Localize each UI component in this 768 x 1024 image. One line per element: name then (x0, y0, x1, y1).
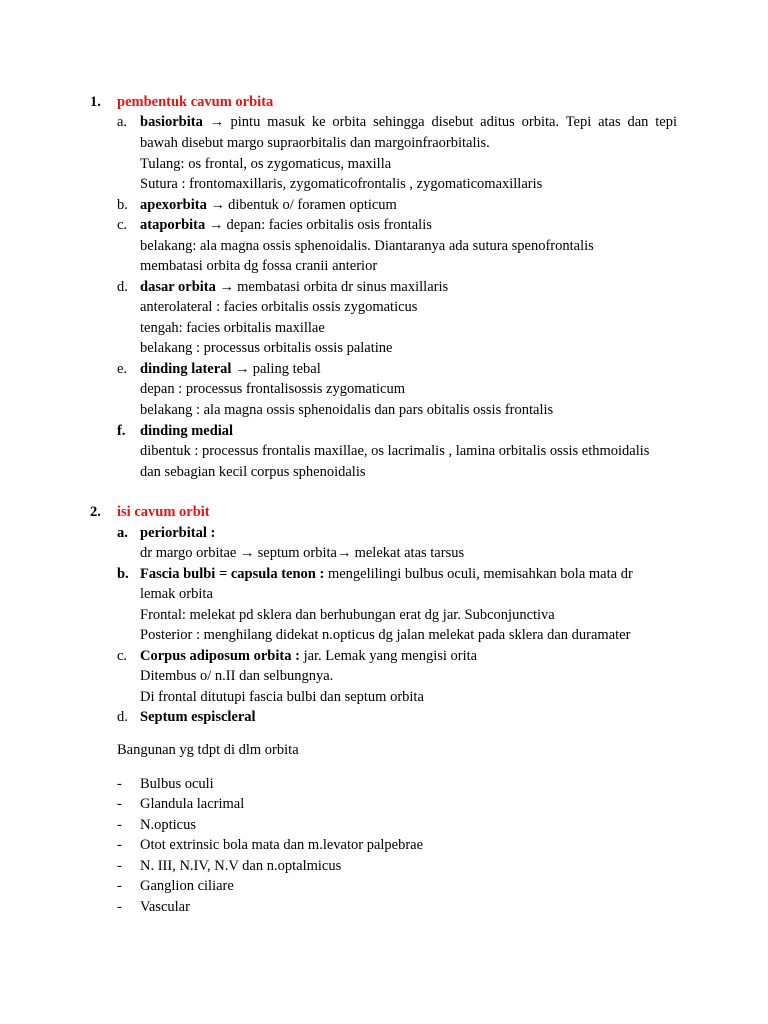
section-2-number: 2. (90, 504, 101, 520)
item-1c-desc: depan: facies orbitalis osis frontalis (226, 217, 432, 233)
item-2c-term: Corpus adiposum orbita : (140, 648, 300, 664)
item-2a-text (140, 543, 677, 564)
list-item-dash: - (117, 776, 122, 792)
list-item: Glandula lacrimal (140, 796, 245, 812)
item-2b-text: Posterior : menghilang didekat n.opticus dg jalan melekat pada sklera dan duramater (140, 627, 631, 643)
section-1-number: 1. (90, 94, 101, 110)
item-1a-text: Tulang: os frontal, os zygomaticus, maxilla (140, 156, 392, 172)
item-1f-text: dan sebagian kecil corpus sphenoidalis (140, 464, 366, 480)
item-2c-text: Di frontal ditutupi fascia bulbi dan septum orbita (140, 689, 424, 705)
item-2d-line (140, 707, 677, 728)
item-1d-desc: membatasi orbita dr sinus maxillaris (237, 279, 449, 295)
item-2a-term: periorbital : (140, 525, 216, 541)
arrow-icon: → (219, 279, 234, 295)
list-item: Otot extrinsic bola mata dan m.levator palpebrae (140, 837, 424, 853)
list-item: N.opticus (140, 817, 196, 833)
item-1a-line (140, 112, 677, 133)
list-item: Vascular (140, 899, 190, 915)
item-2b-marker: b. (117, 566, 129, 582)
arrow-icon: → (240, 545, 255, 561)
item-2a-part1: dr margo orbitae (140, 545, 237, 561)
item-2d-term: Septum espiscleral (140, 709, 256, 725)
item-1b-desc: dibentuk o/ foramen opticum (228, 197, 397, 213)
item-1b-line (140, 195, 677, 216)
item-1a-text: Sutura : frontomaxillaris, zygomaticofrontalis , zygomaticomaxillaris (140, 176, 543, 192)
item-1c-text: belakang: ala magna ossis sphenoidalis. Diantaranya ada sutura spenofrontalis (140, 238, 594, 254)
item-1f-line (140, 421, 677, 442)
item-1b-term: apexorbita (140, 197, 207, 213)
item-2b-term: Fascia bulbi = capsula tenon : (140, 566, 325, 582)
item-1a-marker: a. (117, 114, 128, 130)
list-item: N. III, N.IV, N.V dan n.optalmicus (140, 858, 342, 874)
item-1b-marker: b. (117, 197, 128, 213)
item-1f-marker: f. (117, 423, 126, 439)
item-1d-term: dasar orbita (140, 279, 216, 295)
item-1a-text: bawah disebut margo supraorbitalis dan margoinfraorbitalis. (140, 135, 490, 151)
item-1e-line (140, 359, 677, 380)
section-1-title: pembentuk cavum orbita (117, 94, 274, 110)
arrow-icon: → (336, 545, 352, 561)
item-1d-text: belakang : processus orbitalis ossis palatine (140, 340, 393, 356)
section-2-title: isi cavum orbit (117, 504, 210, 520)
item-1e-desc: paling tebal (252, 361, 321, 377)
item-1c-term: ataporbita (140, 217, 206, 233)
item-1f-term: dinding medial (140, 423, 234, 439)
item-1c-line (140, 215, 677, 236)
item-1d-line (140, 277, 677, 298)
item-1d-marker: d. (117, 279, 128, 295)
list-item-dash: - (117, 858, 122, 874)
item-2c-desc: jar. Lemak yang mengisi orita (303, 648, 478, 664)
list-item-dash: - (117, 837, 122, 853)
list-item-dash: - (117, 796, 122, 812)
arrow-icon: → (210, 197, 225, 213)
arrow-icon: → (208, 217, 224, 233)
item-1d-text: tengah: facies orbitalis maxillae (140, 320, 325, 336)
item-1c-marker: c. (117, 217, 128, 233)
item-1e-text: depan : processus frontalisossis zygomaticum (140, 381, 405, 397)
item-1d-text: anterolateral : facies orbitalis ossis zygomaticus (140, 299, 418, 315)
list-item-dash: - (117, 878, 122, 894)
list-item-dash: - (117, 899, 122, 915)
list-item: Ganglion ciliare (140, 878, 234, 894)
item-2c-marker: c. (117, 648, 128, 664)
item-1e-text: belakang : ala magna ossis sphenoidalis dan pars obitalis ossis frontalis (140, 402, 554, 418)
item-2d-marker: d. (117, 709, 128, 725)
item-1e-marker: e. (117, 361, 128, 377)
arrow-icon: → (235, 361, 250, 377)
item-2b-text: Frontal: melekat pd sklera dan berhubungan erat dg jar. Subconjunctiva (140, 607, 555, 623)
item-2c-line (140, 646, 677, 667)
item-2a-marker: a. (117, 525, 128, 541)
item-2b-desc: mengelilingi bulbus oculi, memisahkan bola mata dr (327, 566, 633, 582)
item-1a-term: basiorbita (140, 114, 203, 130)
item-2a-part2: septum orbita (257, 545, 337, 561)
item-2b-line (140, 564, 677, 585)
arrow-icon: → (209, 114, 225, 130)
structures-heading: Bangunan yg tdpt di dlm orbita (117, 742, 299, 758)
item-2a-line (140, 523, 677, 544)
item-1c-text: membatasi orbita dg fossa cranii anterior (140, 258, 378, 274)
item-1a-desc: pintu masuk ke orbita sehingga disebut aditus orbita. Tepi atas dan tepi (230, 114, 678, 130)
item-1f-text: dibentuk : processus frontalis maxillae, os lacrimalis , lamina orbitalis ossis ethmoidalis (140, 443, 650, 459)
list-item: Bulbus oculi (140, 776, 214, 792)
item-2b-text: lemak orbita (140, 586, 213, 602)
list-item-dash: - (117, 817, 122, 833)
item-2c-text: Ditembus o/ n.II dan selbungnya. (140, 668, 334, 684)
item-1e-term: dinding lateral (140, 361, 232, 377)
item-2a-part3: melekat atas tarsus (354, 545, 465, 561)
